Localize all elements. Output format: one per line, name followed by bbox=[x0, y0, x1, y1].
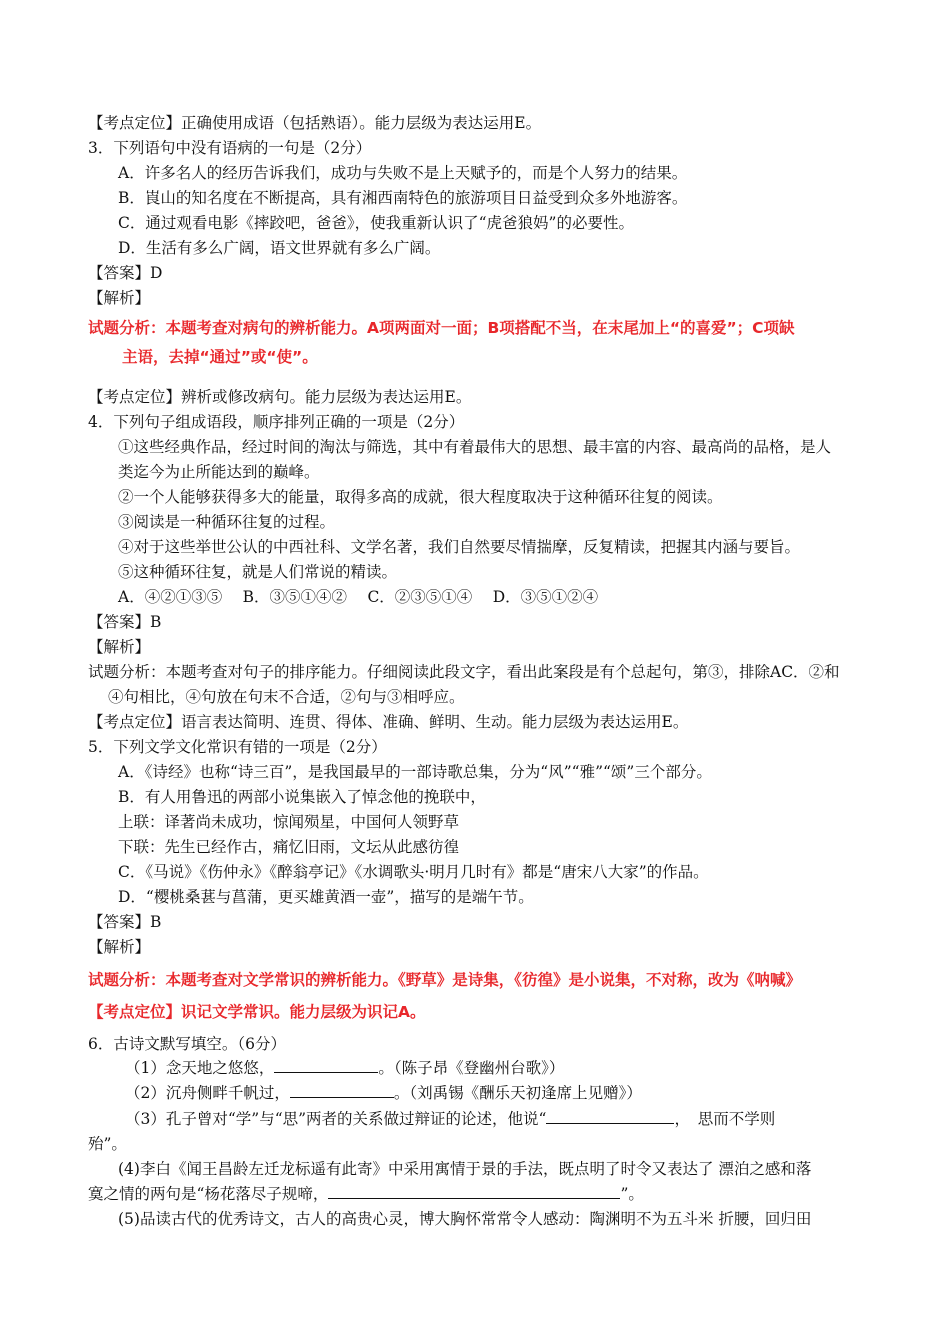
fill-prompt: （3）孔子曾对“学”与“思”两者的关系做过辩证的论述，他说“ bbox=[125, 1110, 547, 1128]
option-line: D．生活有多么广阔，语文世界就有多么广阔。 bbox=[118, 239, 441, 257]
analysis-text-red: 试题分析：本题考查对文学常识的辨析能力。《野草》是诗集，《彷徨》是小说集，不对称，改为《呐喊》 bbox=[88, 971, 802, 989]
sentence-line: ⑤这种循环往复，就是人们常说的精读。 bbox=[118, 563, 398, 581]
fill-source: 。（刘禹锡《酬乐天初逢席上见赠》） bbox=[393, 1084, 642, 1102]
answer-line: 【答案】B bbox=[88, 613, 162, 631]
analysis-text-red: 主语，去掉“通过”或“使”。 bbox=[122, 348, 318, 366]
analysis-text-red: 试题分析：本题考查对病句的辨析能力。A项两面对一面；B项搭配不当，在末尾加上“的喜爱”；C项缺 bbox=[88, 319, 795, 337]
analysis-text: ④句相比，④句放在句末不合适，②句与③相呼应。 bbox=[108, 688, 465, 706]
sentence-line: 类迄今为止所能达到的巅峰。 bbox=[118, 463, 320, 481]
sentence-line: ②一个人能够获得多大的能量，取得多高的成就，很大程度取决于这种循环往复的阅读。 bbox=[118, 488, 723, 506]
analysis-label: 【解析】 bbox=[88, 289, 151, 307]
sentence-line: ③阅读是一种循环往复的过程。 bbox=[118, 513, 336, 531]
answer-line: 【答案】B bbox=[88, 913, 162, 931]
question-3-title: 3．下列语句中没有语病的一句是（2分） bbox=[88, 139, 372, 157]
text-line: 【考点定位】辨析或修改病句。能力层级为表达运用E。 bbox=[88, 388, 472, 406]
fill-line bbox=[88, 1182, 644, 1206]
text-line: 殆”。 bbox=[88, 1135, 127, 1153]
fill-source: 。（陈子昂《登幽州台歌》） bbox=[378, 1059, 565, 1077]
answer-blank[interactable] bbox=[274, 1056, 378, 1073]
text-line: 【考点定位】正确使用成语（包括熟语）。能力层级为表达运用E。 bbox=[88, 114, 542, 132]
text-line: 【考点定位】语言表达简明、连贯、得体、准确、鲜明、生动。能力层级为表达运用E。 bbox=[88, 713, 689, 731]
analysis-label: 【解析】 bbox=[88, 938, 151, 956]
analysis-label: 【解析】 bbox=[88, 638, 151, 656]
sentence-line: ④对于这些举世公认的中西社科、文学名著，我们自然要尽情揣摩，反复精读，把握其内涵与要旨。 bbox=[118, 538, 801, 556]
option-line: B．有人用鲁迅的两部小说集嵌入了悼念他的挽联中， bbox=[118, 788, 486, 806]
couplet-line: 下联：先生已经作古，痛忆旧雨，文坛从此感彷徨 bbox=[118, 838, 460, 856]
option-line: B．崀山的知名度在不断提高，具有湘西南特色的旅游项目日益受到众多外地游客。 bbox=[118, 189, 688, 207]
option-line: A．《诗经》也称“诗三百”，是我国最早的一部诗歌总集，分为“风”“雅”“颂”三个部分。 bbox=[118, 763, 712, 781]
question-5-title: 5．下列文学文化常识有错的一项是（2分） bbox=[88, 738, 387, 756]
analysis-text-red: 【考点定位】识记文学常识。能力层级为识记A。 bbox=[88, 1003, 426, 1021]
option-line: C．《马说》《伤仲永》《醉翁亭记》《水调歌头·明月几时有》都是“唐宋八大家”的作品。 bbox=[118, 863, 709, 881]
analysis-text: 试题分析：本题考查对句子的排序能力。仔细阅读此段文字，看出此案段是有个总起句，第③，排除AC．②和 bbox=[88, 663, 840, 681]
fill-line bbox=[125, 1081, 642, 1105]
answer-blank[interactable] bbox=[328, 1182, 620, 1199]
question-4-title: 4．下列句子组成语段，顺序排列正确的一项是（2分） bbox=[88, 413, 465, 431]
fill-prompt: （2）沉舟侧畔千帆过， bbox=[125, 1084, 290, 1102]
fill-source: ”。 bbox=[620, 1185, 644, 1203]
text-line: (5)品读古代的优秀诗文，古人的高贵心灵，博大胸怀常常令人感动：陶渊明不为五斗米 折腰，回归田 bbox=[118, 1210, 812, 1228]
fill-prompt: 寞之情的两句是“杨花落尽子规啼， bbox=[88, 1185, 329, 1203]
fill-line bbox=[125, 1056, 564, 1080]
option-line: D．“樱桃桑葚与菖蒲，更买雄黄酒一壶”，描写的是端午节。 bbox=[118, 888, 534, 906]
option-line: A．④②①③⑤ B．③⑤①④② C．②③⑤①④ D．③⑤①②④ bbox=[118, 588, 599, 606]
question-6-title: 6．古诗文默写填空。（6分） bbox=[88, 1035, 286, 1053]
answer-line: 【答案】D bbox=[88, 264, 163, 282]
fill-source: ， 思而不学则 bbox=[674, 1110, 776, 1128]
option-line: C．通过观看电影《摔跤吧，爸爸》，使我重新认识了“虎爸狼妈”的必要性。 bbox=[118, 214, 634, 232]
fill-line bbox=[125, 1107, 775, 1131]
answer-blank[interactable] bbox=[290, 1081, 394, 1098]
couplet-line: 上联：译著尚未成功，惊闻殒星，中国何人领野草 bbox=[118, 813, 460, 831]
sentence-line: ①这些经典作品，经过时间的淘汰与筛选，其中有着最伟大的思想、最丰富的内容、最高尚的品格，是人 bbox=[118, 438, 832, 456]
text-line: (4)李白《闻王昌龄左迁龙标遥有此寄》中采用寓情于景的手法，既点明了时令又表达了 漂泊之感和落 bbox=[118, 1160, 812, 1178]
fill-prompt: （1）念天地之悠悠， bbox=[125, 1059, 275, 1077]
answer-blank[interactable] bbox=[546, 1107, 674, 1124]
option-line: A．许多名人的经历告诉我们，成功与失败不是上天赋予的，而是个人努力的结果。 bbox=[118, 164, 688, 182]
